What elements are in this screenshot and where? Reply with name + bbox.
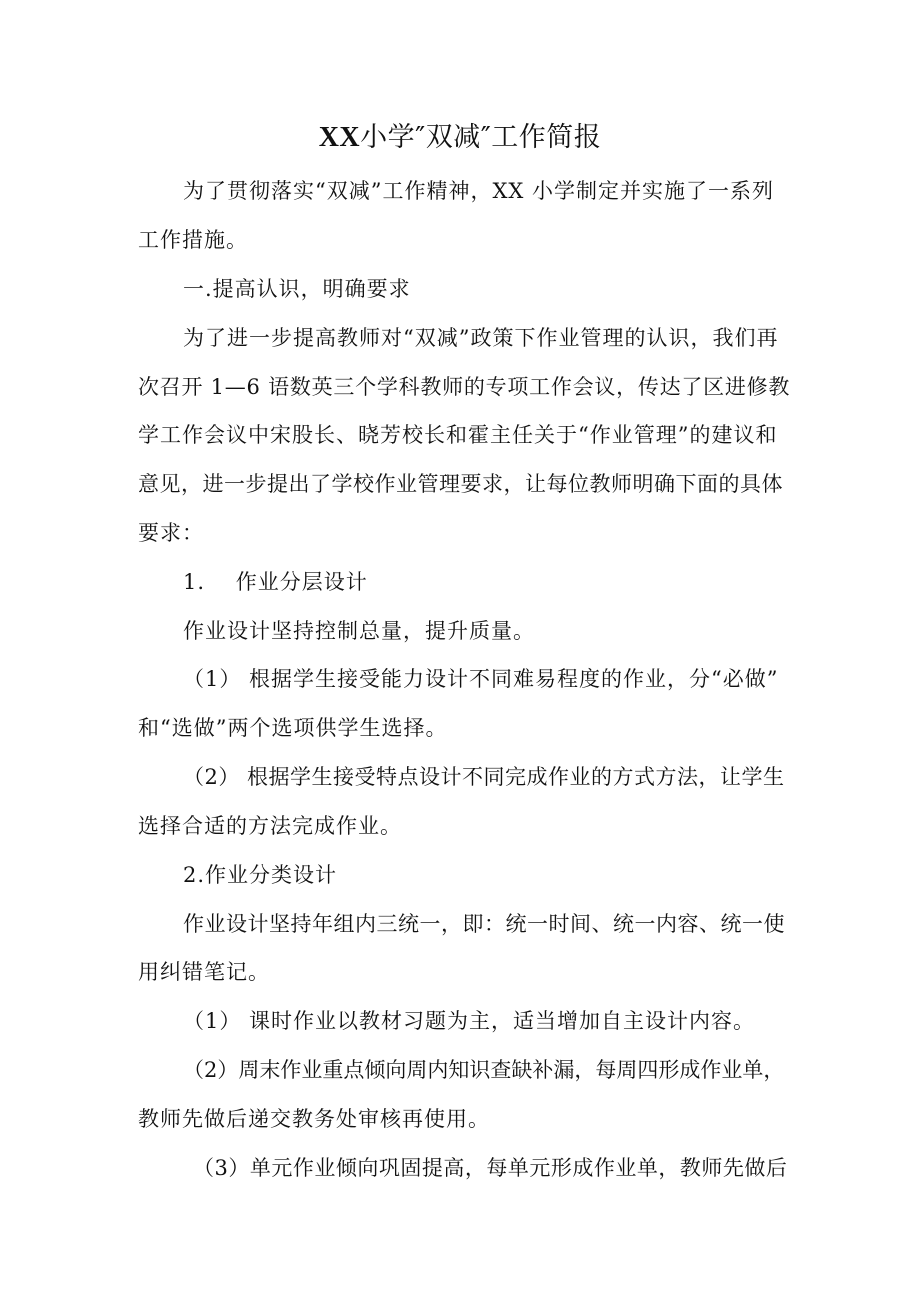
paragraph-line: 作业设计坚持控制总量，提升质量。 — [183, 619, 535, 643]
subsection-heading: 2.作业分类设计 — [183, 863, 338, 887]
list-item-line: （3）单元作业倾向巩固提高，每单元形成作业单，教师先做后 — [193, 1156, 788, 1180]
list-item-line: （2） 根据学生接受特点设计不同完成作业的方式方法，让学生 — [183, 765, 785, 789]
list-item-line: 选择合适的方法完成作业。 — [138, 814, 402, 838]
section-heading: 一.提高认识，明确要求 — [183, 277, 411, 301]
list-item-line: 和“选做”两个选项供学生选择。 — [138, 716, 448, 740]
paragraph-line: 用纠错笔记。 — [138, 960, 270, 984]
paragraph-line: 次召开 1—6 语数英三个学科教师的专项工作会议，传达了区进修教 — [138, 375, 791, 399]
paragraph-line: 工作措施。 — [138, 228, 248, 252]
document-title — [0, 118, 920, 158]
list-item-line: 教师先做后递交教务处审核再使用。 — [138, 1107, 490, 1131]
paragraph-line: 为了贯彻落实“双减”工作精神，XX 小学制定并实施了一系列 — [183, 179, 775, 203]
title-text: 小学″双减″工作简报 — [360, 122, 602, 153]
title-prefix: XX — [318, 122, 361, 153]
subsection-heading: 1. 作业分层设计 — [183, 570, 368, 594]
paragraph-line: 作业设计坚持年组内三统一，即：统一时间、统一内容、统一使 — [183, 912, 785, 936]
paragraph-line: 意见，进一步提出了学校作业管理要求，让每位教师明确下面的具体 — [138, 472, 783, 496]
list-item-line: （1） 根据学生接受能力设计不同难易程度的作业，分“必做” — [183, 667, 779, 691]
list-item-line: （1） 课时作业以教材习题为主，适当增加自主设计内容。 — [183, 1009, 756, 1033]
paragraph-line: 为了进一步提高教师对“双减”政策下作业管理的认识，我们再 — [183, 326, 779, 350]
paragraph-line: 学工作会议中宋股长、晓芳校长和霍主任关于“作业管理”的建议和 — [138, 423, 778, 447]
list-item-line: （2）周末作业重点倾向周内知识查缺补漏，每周四形成作业单， — [183, 1058, 785, 1082]
paragraph-line: 要求： — [138, 521, 204, 545]
